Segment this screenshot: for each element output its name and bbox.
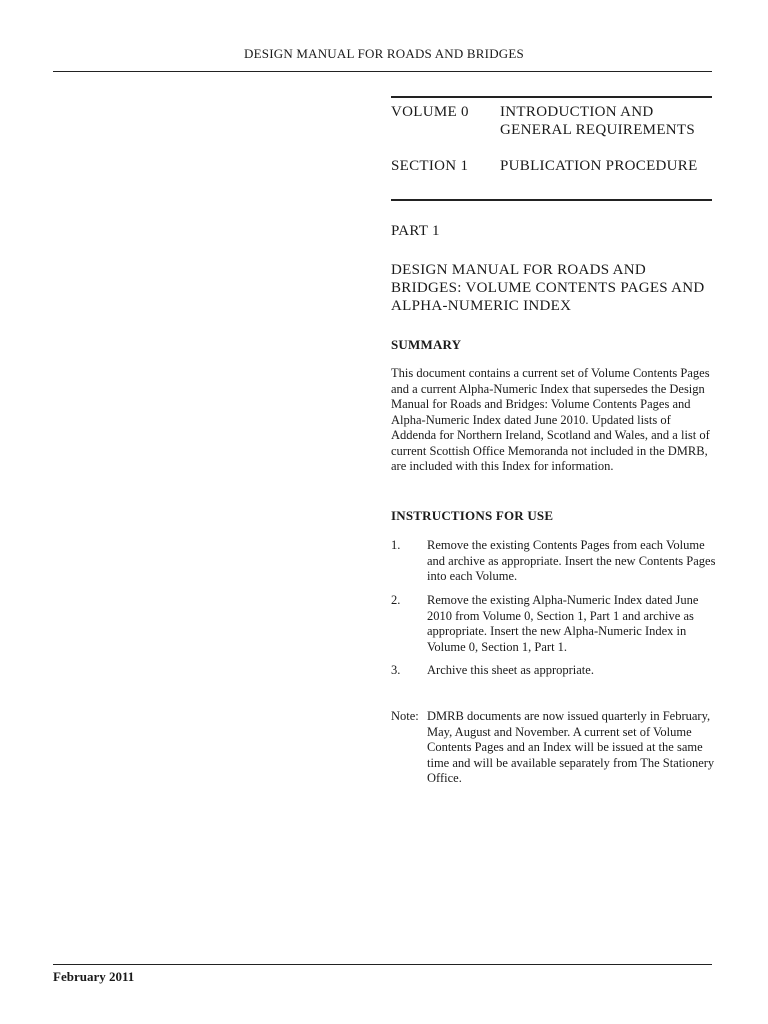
volume-block-bottom-rule — [391, 199, 712, 201]
note-text: DMRB documents are now issued quarterly in February, May, August and November. A current set of Volume Contents Pages and an Index will be issued at the same time and will be available separately from The Stationery Office. — [427, 709, 715, 785]
instruction-text: Remove the existing Alpha-Numeric Index dated June 2010 from Volume 0, Section 1, Part 1 and archive as appropriate. Insert the new Alpha-Numeric Index in Volume 0, Section 1, Part 1. — [427, 593, 699, 654]
volume-label: VOLUME 0 — [391, 104, 469, 120]
instruction-text: Archive this sheet as appropriate. — [427, 663, 594, 677]
footer-date: February 2011 — [53, 969, 135, 984]
section-title: PUBLICATION PROCEDURE — [500, 158, 698, 174]
summary-text: This document contains a current set of Volume Contents Pages and a current Alpha-Numeric Index that supersedes the Design Manual for Roads and Bridges: Volume Contents Pages and Alpha-Numeric Index dated June 2010. Updated lists of Addenda for Northern Ireland, Scotland and Wales, and a list of current Scottish Office Memoranda not included in the DMRB, are included with this Index for information. — [391, 366, 710, 473]
section-label: SECTION 1 — [391, 158, 469, 174]
volume-title: INTRODUCTION AND GENERAL REQUIREMENTS — [500, 104, 696, 138]
summary-heading: SUMMARY — [391, 337, 462, 352]
instruction-number: 2. — [391, 593, 401, 607]
instruction-number: 1. — [391, 538, 401, 552]
volume-block-top-rule — [391, 96, 712, 98]
footer-rule — [53, 964, 712, 965]
instruction-number: 3. — [391, 663, 401, 677]
instructions-heading: INSTRUCTIONS FOR USE — [391, 508, 554, 523]
note-label: Note: — [391, 709, 419, 723]
part-label: PART 1 — [391, 223, 440, 239]
manual-header-title: DESIGN MANUAL FOR ROADS AND BRIDGES — [244, 46, 524, 61]
header-rule — [53, 71, 712, 72]
instruction-text: Remove the existing Contents Pages from each Volume and archive as appropriate. Insert the new Contents Pages into each Volume. — [427, 538, 716, 583]
document-title: DESIGN MANUAL FOR ROADS AND BRIDGES: VOLUME CONTENTS PAGES AND ALPHA-NUMERIC INDEX — [391, 262, 705, 314]
